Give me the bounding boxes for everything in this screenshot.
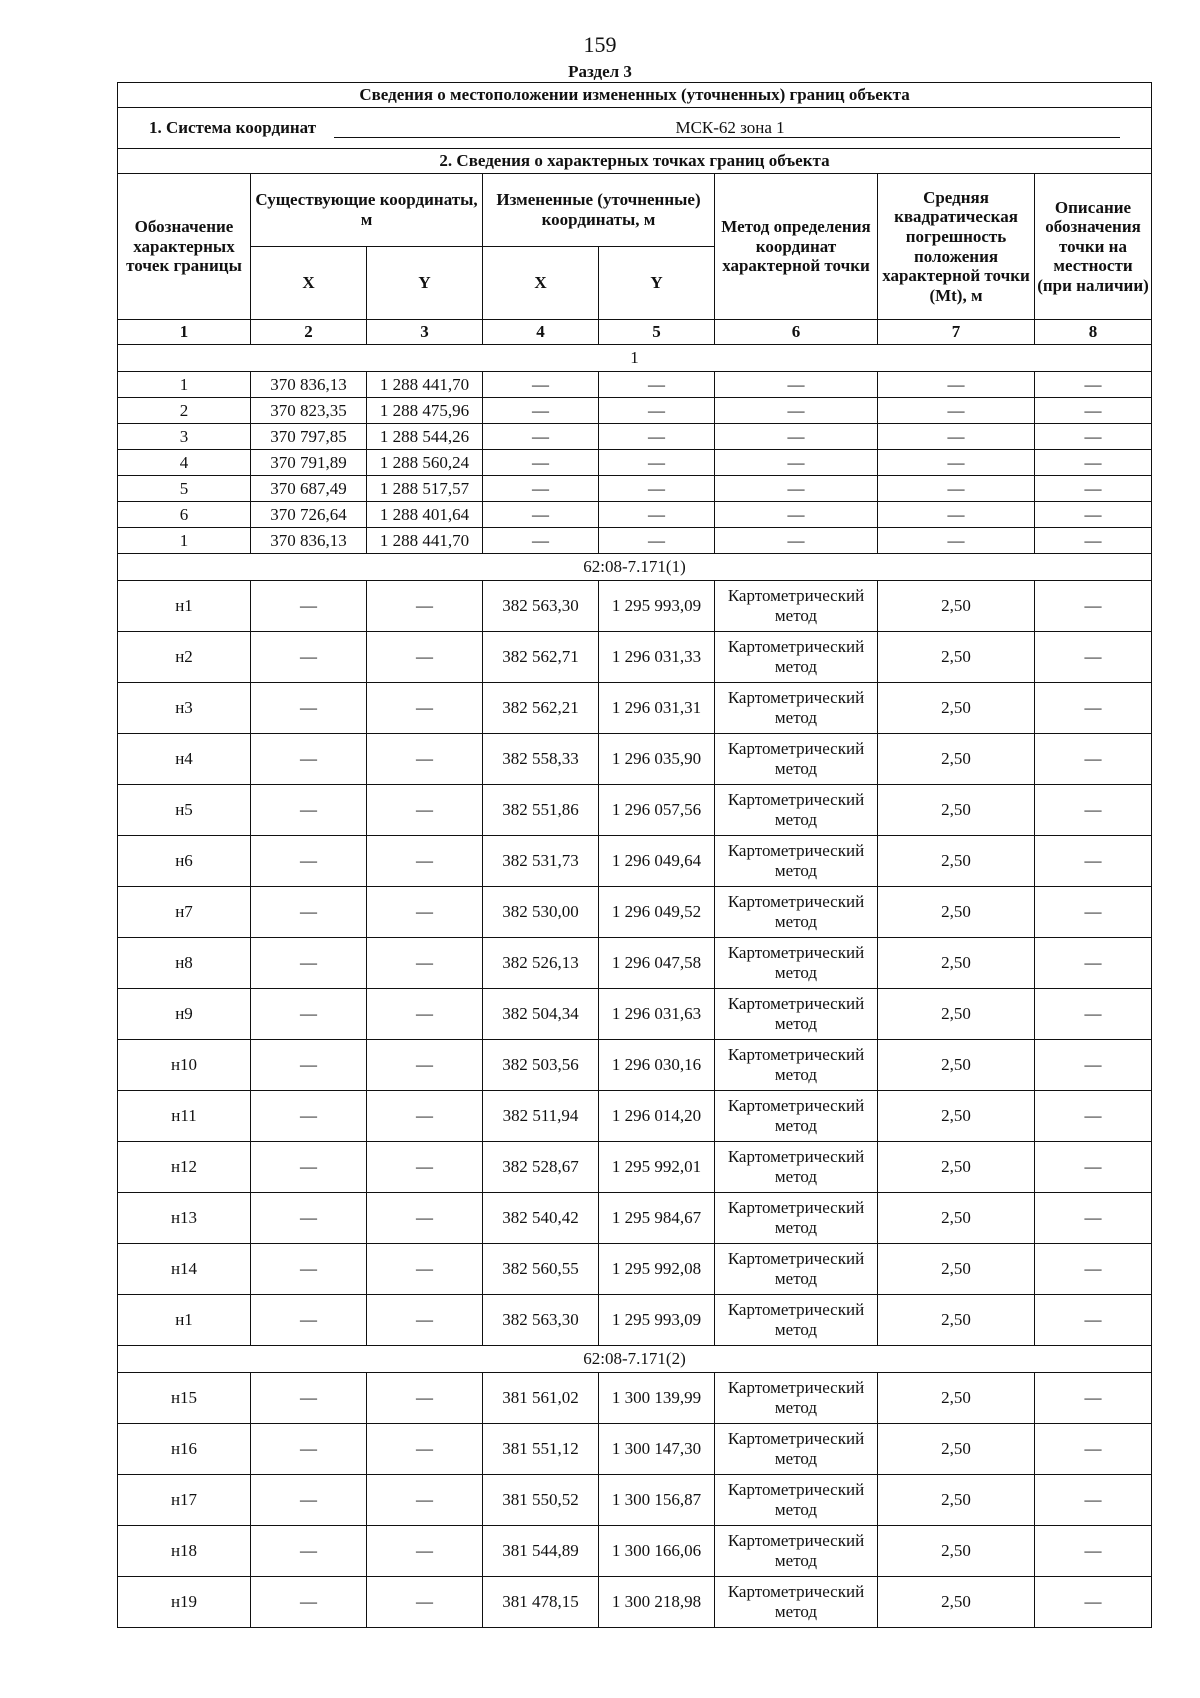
changed-y: 1 295 984,67 bbox=[599, 1193, 715, 1244]
header-changed-y: Y bbox=[599, 247, 715, 320]
existing-y: — bbox=[367, 989, 483, 1040]
changed-y: 1 295 993,09 bbox=[599, 581, 715, 632]
existing-x: — bbox=[251, 1040, 367, 1091]
changed-y: — bbox=[599, 476, 715, 502]
changed-x: 382 558,33 bbox=[483, 734, 599, 785]
table-row bbox=[118, 1577, 1152, 1628]
changed-y: 1 296 049,52 bbox=[599, 887, 715, 938]
changed-y: — bbox=[599, 398, 715, 424]
existing-x: 370 836,13 bbox=[251, 528, 367, 554]
existing-y: — bbox=[367, 938, 483, 989]
changed-x: 382 540,42 bbox=[483, 1193, 599, 1244]
table-row bbox=[118, 683, 1152, 734]
changed-y: 1 300 218,98 bbox=[599, 1577, 715, 1628]
point-designation: 1 bbox=[118, 372, 251, 398]
method: — bbox=[715, 528, 878, 554]
existing-y: — bbox=[367, 1091, 483, 1142]
accuracy: 2,50 bbox=[878, 1373, 1035, 1424]
point-designation: 3 bbox=[118, 424, 251, 450]
table-row bbox=[118, 476, 1152, 502]
method: Картометрический метод bbox=[715, 632, 878, 683]
header-method: Метод определения координат характерной точки bbox=[715, 174, 878, 320]
point-designation: н10 bbox=[118, 1040, 251, 1091]
description: — bbox=[1035, 1193, 1152, 1244]
changed-y: 1 296 035,90 bbox=[599, 734, 715, 785]
existing-y: 1 288 401,64 bbox=[367, 502, 483, 528]
accuracy: 2,50 bbox=[878, 734, 1035, 785]
changed-x: 382 563,30 bbox=[483, 581, 599, 632]
accuracy: — bbox=[878, 450, 1035, 476]
method: — bbox=[715, 372, 878, 398]
col-number: 8 bbox=[1035, 320, 1152, 345]
changed-x: — bbox=[483, 398, 599, 424]
point-designation: н7 bbox=[118, 887, 251, 938]
existing-x: 370 726,64 bbox=[251, 502, 367, 528]
existing-x: — bbox=[251, 1295, 367, 1346]
point-designation: 2 bbox=[118, 398, 251, 424]
accuracy: 2,50 bbox=[878, 1193, 1035, 1244]
method: Картометрический метод bbox=[715, 1295, 878, 1346]
changed-x: 381 544,89 bbox=[483, 1526, 599, 1577]
existing-y: — bbox=[367, 683, 483, 734]
changed-y: 1 296 031,33 bbox=[599, 632, 715, 683]
header-changed: Измененные (уточненные) координаты, м bbox=[483, 174, 715, 247]
existing-x: — bbox=[251, 734, 367, 785]
existing-y: — bbox=[367, 1295, 483, 1346]
description: — bbox=[1035, 734, 1152, 785]
method: Картометрический метод bbox=[715, 1040, 878, 1091]
changed-y: 1 296 031,63 bbox=[599, 989, 715, 1040]
method: Картометрический метод bbox=[715, 836, 878, 887]
point-designation: н3 bbox=[118, 683, 251, 734]
existing-x: — bbox=[251, 581, 367, 632]
existing-x: — bbox=[251, 989, 367, 1040]
coord-system-value: МСК-62 зона 1 bbox=[334, 118, 1120, 139]
method: Картометрический метод bbox=[715, 734, 878, 785]
table-row bbox=[118, 734, 1152, 785]
accuracy: 2,50 bbox=[878, 581, 1035, 632]
existing-y: — bbox=[367, 785, 483, 836]
existing-y: — bbox=[367, 1142, 483, 1193]
coord-system-label: 1. Система координат bbox=[148, 117, 317, 137]
table-row bbox=[118, 1091, 1152, 1142]
description: — bbox=[1035, 502, 1152, 528]
changed-y: 1 300 147,30 bbox=[599, 1424, 715, 1475]
existing-x: — bbox=[251, 1244, 367, 1295]
existing-x: — bbox=[251, 1526, 367, 1577]
existing-y: — bbox=[367, 632, 483, 683]
changed-x: 381 551,12 bbox=[483, 1424, 599, 1475]
description: — bbox=[1035, 372, 1152, 398]
changed-y: 1 296 057,56 bbox=[599, 785, 715, 836]
existing-y: — bbox=[367, 836, 483, 887]
header-description: Описание обозначения точки на местности (при наличии) bbox=[1035, 174, 1152, 320]
accuracy: 2,50 bbox=[878, 1040, 1035, 1091]
existing-x: — bbox=[251, 785, 367, 836]
table-row bbox=[118, 1373, 1152, 1424]
accuracy: 2,50 bbox=[878, 1295, 1035, 1346]
changed-x: 382 504,34 bbox=[483, 989, 599, 1040]
changed-x: 382 503,56 bbox=[483, 1040, 599, 1091]
point-designation: н2 bbox=[118, 632, 251, 683]
description: — bbox=[1035, 1424, 1152, 1475]
description: — bbox=[1035, 785, 1152, 836]
table-row bbox=[118, 1526, 1152, 1577]
existing-x: 370 836,13 bbox=[251, 372, 367, 398]
group-label: 1 bbox=[118, 345, 1152, 372]
existing-y: — bbox=[367, 1244, 483, 1295]
group-label: 62:08-7.171(2) bbox=[118, 1346, 1152, 1373]
table-row bbox=[118, 450, 1152, 476]
header-existing-x: X bbox=[251, 247, 367, 320]
description: — bbox=[1035, 398, 1152, 424]
point-designation: 6 bbox=[118, 502, 251, 528]
table-row bbox=[118, 502, 1152, 528]
description: — bbox=[1035, 683, 1152, 734]
changed-y: — bbox=[599, 372, 715, 398]
description: — bbox=[1035, 581, 1152, 632]
changed-x: 382 563,30 bbox=[483, 1295, 599, 1346]
section-title: Раздел 3 bbox=[568, 62, 632, 81]
existing-x: 370 687,49 bbox=[251, 476, 367, 502]
point-designation: н8 bbox=[118, 938, 251, 989]
changed-y: 1 296 030,16 bbox=[599, 1040, 715, 1091]
accuracy: — bbox=[878, 424, 1035, 450]
existing-y: — bbox=[367, 1577, 483, 1628]
changed-x: 382 528,67 bbox=[483, 1142, 599, 1193]
point-designation: н15 bbox=[118, 1373, 251, 1424]
table-row bbox=[118, 938, 1152, 989]
changed-y: 1 300 166,06 bbox=[599, 1526, 715, 1577]
existing-x: — bbox=[251, 1193, 367, 1244]
method: — bbox=[715, 450, 878, 476]
changed-y: 1 296 014,20 bbox=[599, 1091, 715, 1142]
changed-y: 1 295 992,01 bbox=[599, 1142, 715, 1193]
table-row bbox=[118, 1244, 1152, 1295]
description: — bbox=[1035, 1295, 1152, 1346]
table-row bbox=[118, 528, 1152, 554]
method: Картометрический метод bbox=[715, 581, 878, 632]
description: — bbox=[1035, 989, 1152, 1040]
accuracy: 2,50 bbox=[878, 1091, 1035, 1142]
accuracy: 2,50 bbox=[878, 1142, 1035, 1193]
changed-y: 1 296 047,58 bbox=[599, 938, 715, 989]
table-row bbox=[118, 1142, 1152, 1193]
accuracy: — bbox=[878, 398, 1035, 424]
method: Картометрический метод bbox=[715, 1244, 878, 1295]
existing-y: — bbox=[367, 734, 483, 785]
method: Картометрический метод bbox=[715, 785, 878, 836]
changed-x: — bbox=[483, 450, 599, 476]
table-row bbox=[118, 836, 1152, 887]
table-row bbox=[118, 424, 1152, 450]
existing-y: 1 288 517,57 bbox=[367, 476, 483, 502]
accuracy: 2,50 bbox=[878, 1244, 1035, 1295]
point-designation: 5 bbox=[118, 476, 251, 502]
table-row bbox=[118, 1295, 1152, 1346]
accuracy: 2,50 bbox=[878, 989, 1035, 1040]
method: Картометрический метод bbox=[715, 1091, 878, 1142]
point-designation: н5 bbox=[118, 785, 251, 836]
header-designation: Обозначение характерных точек границы bbox=[118, 174, 251, 320]
method: — bbox=[715, 502, 878, 528]
method: Картометрический метод bbox=[715, 1142, 878, 1193]
method: Картометрический метод bbox=[715, 683, 878, 734]
table-row bbox=[118, 887, 1152, 938]
changed-y: 1 296 031,31 bbox=[599, 683, 715, 734]
changed-y: 1 300 156,87 bbox=[599, 1475, 715, 1526]
accuracy: 2,50 bbox=[878, 1475, 1035, 1526]
coord-system bbox=[118, 108, 1152, 149]
point-designation: н18 bbox=[118, 1526, 251, 1577]
table-row bbox=[118, 1475, 1152, 1526]
accuracy: — bbox=[878, 372, 1035, 398]
point-designation: н14 bbox=[118, 1244, 251, 1295]
changed-x: — bbox=[483, 424, 599, 450]
description: — bbox=[1035, 1091, 1152, 1142]
method: Картометрический метод bbox=[715, 1193, 878, 1244]
point-designation: н1 bbox=[118, 581, 251, 632]
col-number: 7 bbox=[878, 320, 1035, 345]
changed-x: 382 562,21 bbox=[483, 683, 599, 734]
changed-x: 382 560,55 bbox=[483, 1244, 599, 1295]
accuracy: 2,50 bbox=[878, 683, 1035, 734]
point-designation: н12 bbox=[118, 1142, 251, 1193]
col-number: 2 bbox=[251, 320, 367, 345]
col-number: 5 bbox=[599, 320, 715, 345]
description: — bbox=[1035, 528, 1152, 554]
existing-x: — bbox=[251, 1373, 367, 1424]
accuracy: 2,50 bbox=[878, 632, 1035, 683]
changed-x: 381 561,02 bbox=[483, 1373, 599, 1424]
points-title: 2. Сведения о характерных точках границ объекта bbox=[118, 149, 1152, 174]
accuracy: — bbox=[878, 528, 1035, 554]
table-row bbox=[118, 581, 1152, 632]
existing-y: — bbox=[367, 1373, 483, 1424]
existing-x: — bbox=[251, 938, 367, 989]
col-number: 1 bbox=[118, 320, 251, 345]
changed-x: — bbox=[483, 372, 599, 398]
point-designation: н17 bbox=[118, 1475, 251, 1526]
point-designation: н6 bbox=[118, 836, 251, 887]
changed-x: 381 550,52 bbox=[483, 1475, 599, 1526]
group-label: 62:08-7.171(1) bbox=[118, 554, 1152, 581]
table-row bbox=[118, 632, 1152, 683]
accuracy: 2,50 bbox=[878, 938, 1035, 989]
header-accuracy: Средняя квадратическая погрешность положения характерной точки (Mt), м bbox=[878, 174, 1035, 320]
description: — bbox=[1035, 632, 1152, 683]
changed-y: — bbox=[599, 502, 715, 528]
header-existing-y: Y bbox=[367, 247, 483, 320]
description: — bbox=[1035, 476, 1152, 502]
description: — bbox=[1035, 1475, 1152, 1526]
changed-y: — bbox=[599, 450, 715, 476]
accuracy: — bbox=[878, 476, 1035, 502]
existing-y: — bbox=[367, 1526, 483, 1577]
page-number: 159 bbox=[583, 32, 617, 57]
header-existing: Существующие координаты, м bbox=[251, 174, 483, 247]
method: Картометрический метод bbox=[715, 1424, 878, 1475]
existing-x: — bbox=[251, 1091, 367, 1142]
existing-x: 370 823,35 bbox=[251, 398, 367, 424]
existing-y: — bbox=[367, 1193, 483, 1244]
existing-y: — bbox=[367, 887, 483, 938]
existing-x: — bbox=[251, 1142, 367, 1193]
existing-y: — bbox=[367, 1040, 483, 1091]
col-number: 4 bbox=[483, 320, 599, 345]
changed-x: 382 530,00 bbox=[483, 887, 599, 938]
point-designation: н19 bbox=[118, 1577, 251, 1628]
description: — bbox=[1035, 887, 1152, 938]
accuracy: 2,50 bbox=[878, 887, 1035, 938]
point-designation: 4 bbox=[118, 450, 251, 476]
method: Картометрический метод bbox=[715, 938, 878, 989]
point-designation: н9 bbox=[118, 989, 251, 1040]
point-designation: н16 bbox=[118, 1424, 251, 1475]
description: — bbox=[1035, 938, 1152, 989]
existing-x: — bbox=[251, 887, 367, 938]
changed-x: 382 551,86 bbox=[483, 785, 599, 836]
changed-y: 1 295 992,08 bbox=[599, 1244, 715, 1295]
accuracy: 2,50 bbox=[878, 1526, 1035, 1577]
description: — bbox=[1035, 450, 1152, 476]
table-row bbox=[118, 1040, 1152, 1091]
description: — bbox=[1035, 424, 1152, 450]
method: Картометрический метод bbox=[715, 1373, 878, 1424]
existing-y: 1 288 560,24 bbox=[367, 450, 483, 476]
changed-x: — bbox=[483, 528, 599, 554]
changed-y: 1 295 993,09 bbox=[599, 1295, 715, 1346]
accuracy: — bbox=[878, 502, 1035, 528]
existing-y: 1 288 544,26 bbox=[367, 424, 483, 450]
changed-y: — bbox=[599, 424, 715, 450]
header-changed-x: X bbox=[483, 247, 599, 320]
existing-x: — bbox=[251, 836, 367, 887]
col-number: 3 bbox=[367, 320, 483, 345]
table-row bbox=[118, 1193, 1152, 1244]
table-row bbox=[118, 1424, 1152, 1475]
accuracy: 2,50 bbox=[878, 1424, 1035, 1475]
changed-x: 382 531,73 bbox=[483, 836, 599, 887]
existing-x: — bbox=[251, 1577, 367, 1628]
accuracy: 2,50 bbox=[878, 785, 1035, 836]
col-number: 6 bbox=[715, 320, 878, 345]
table-row bbox=[118, 372, 1152, 398]
table-row bbox=[118, 989, 1152, 1040]
description: — bbox=[1035, 1373, 1152, 1424]
description: — bbox=[1035, 836, 1152, 887]
point-designation: 1 bbox=[118, 528, 251, 554]
method: — bbox=[715, 424, 878, 450]
method: — bbox=[715, 476, 878, 502]
changed-x: 382 526,13 bbox=[483, 938, 599, 989]
method: Картометрический метод bbox=[715, 1577, 878, 1628]
existing-x: — bbox=[251, 1424, 367, 1475]
existing-x: — bbox=[251, 683, 367, 734]
description: — bbox=[1035, 1244, 1152, 1295]
existing-y: — bbox=[367, 581, 483, 632]
description: — bbox=[1035, 1142, 1152, 1193]
existing-y: 1 288 475,96 bbox=[367, 398, 483, 424]
existing-x: — bbox=[251, 632, 367, 683]
table-row bbox=[118, 398, 1152, 424]
existing-y: 1 288 441,70 bbox=[367, 372, 483, 398]
method: Картометрический метод bbox=[715, 1475, 878, 1526]
method: Картометрический метод bbox=[715, 887, 878, 938]
table-title: Сведения о местоположении измененных (уточненных) границ объекта bbox=[118, 83, 1152, 108]
table-row bbox=[118, 785, 1152, 836]
point-designation: н11 bbox=[118, 1091, 251, 1142]
method: — bbox=[715, 398, 878, 424]
existing-x: 370 791,89 bbox=[251, 450, 367, 476]
existing-x: — bbox=[251, 1475, 367, 1526]
accuracy: 2,50 bbox=[878, 836, 1035, 887]
changed-x: 381 478,15 bbox=[483, 1577, 599, 1628]
accuracy: 2,50 bbox=[878, 1577, 1035, 1628]
point-designation: н1 bbox=[118, 1295, 251, 1346]
changed-y: 1 300 139,99 bbox=[599, 1373, 715, 1424]
changed-y: 1 296 049,64 bbox=[599, 836, 715, 887]
point-designation: н13 bbox=[118, 1193, 251, 1244]
description: — bbox=[1035, 1040, 1152, 1091]
point-designation: н4 bbox=[118, 734, 251, 785]
existing-x: 370 797,85 bbox=[251, 424, 367, 450]
changed-x: 382 511,94 bbox=[483, 1091, 599, 1142]
changed-y: — bbox=[599, 528, 715, 554]
changed-x: 382 562,71 bbox=[483, 632, 599, 683]
boundary-table bbox=[117, 82, 1152, 1628]
method: Картометрический метод bbox=[715, 989, 878, 1040]
description: — bbox=[1035, 1526, 1152, 1577]
existing-y: — bbox=[367, 1424, 483, 1475]
changed-x: — bbox=[483, 476, 599, 502]
description: — bbox=[1035, 1577, 1152, 1628]
existing-y: — bbox=[367, 1475, 483, 1526]
method: Картометрический метод bbox=[715, 1526, 878, 1577]
existing-y: 1 288 441,70 bbox=[367, 528, 483, 554]
changed-x: — bbox=[483, 502, 599, 528]
